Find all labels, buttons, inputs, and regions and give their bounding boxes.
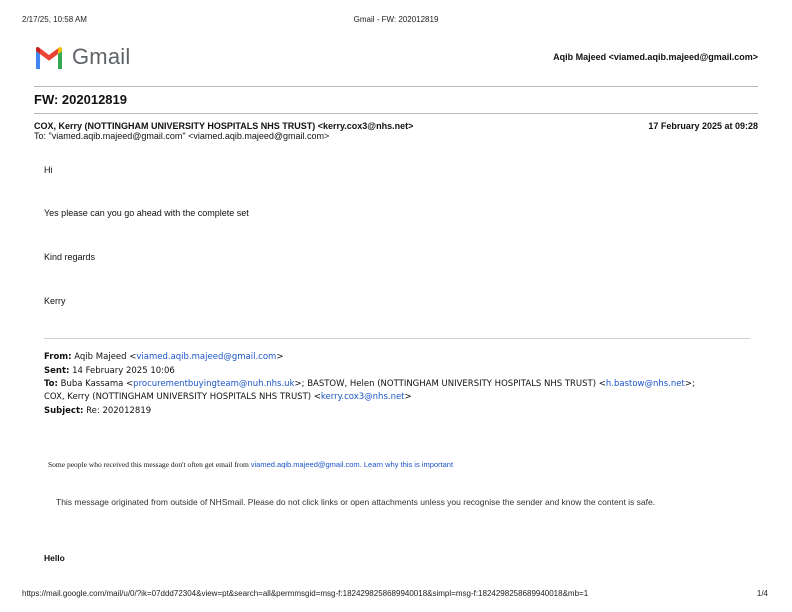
- external-warning: This message originated from outside of NHSmail. Please do not click links or open attachments unless you recognise the sender and know the content is safe.: [56, 497, 656, 507]
- print-datetime: 2/17/25, 10:58 AM: [22, 15, 87, 24]
- quoted-subject-label: Subject:: [44, 406, 84, 416]
- sender-notice: [48, 460, 453, 469]
- gmail-logo-text: Gmail: [72, 44, 131, 69]
- print-title: Gmail - FW: 202012819: [353, 15, 439, 24]
- divider: [34, 113, 758, 114]
- quoted-to-name: COX, Kerry (NOTTINGHAM UNIVERSITY HOSPITALS NHS TRUST) <: [44, 392, 321, 402]
- body-line: Yes please can you go ahead with the complete set: [44, 208, 249, 218]
- quoted-from-name: Aqib Majeed <: [71, 352, 137, 362]
- print-page-number: 1/4: [756, 589, 768, 598]
- quoted-to-name: >; BASTOW, Helen (NOTTINGHAM UNIVERSITY HOSPITALS NHS TRUST) <: [294, 379, 606, 389]
- quoted-to-email-link[interactable]: kerry.cox3@nhs.net: [320, 392, 405, 402]
- quoted-to-name: Buba Kassama <: [57, 379, 134, 389]
- email-date: 17 February 2025 at 09:28: [648, 121, 758, 131]
- quoted-to-line1: [44, 379, 695, 389]
- quoted-sent-value: 14 February 2025 10:06: [69, 366, 175, 376]
- quoted-to-label: To:: [44, 379, 58, 389]
- quoted-from-label: From:: [44, 352, 72, 362]
- email-from: COX, Kerry (NOTTINGHAM UNIVERSITY HOSPITALS NHS TRUST) <kerry.cox3@nhs.net>: [34, 121, 414, 131]
- quoted-from: [44, 352, 283, 362]
- learn-why-link[interactable]: . Learn why this is important: [359, 460, 454, 469]
- sender-notice-text: Some people who received this message don't often get email from: [48, 460, 251, 469]
- email-to: To: "viamed.aqib.majeed@gmail.com" <viamed.aqib.majeed@gmail.com>: [34, 131, 330, 141]
- print-url: https://mail.google.com/mail/u/0/?ik=07ddd72304&view=pt&search=all&permmsgid=msg-f:1824298258689940018&simpl=msg-f:1824298258689940018&mb=1: [22, 589, 589, 598]
- quoted-subject-value: Re: 202012819: [83, 406, 152, 416]
- body-line: Kind regards: [44, 252, 96, 262]
- body-line: Hi: [44, 165, 53, 175]
- email-subject: FW: 202012819: [34, 92, 127, 107]
- gmail-logo-icon: [34, 46, 64, 69]
- gmail-logo: [34, 44, 130, 70]
- body-line: Kerry: [44, 296, 66, 306]
- quoted-to-email-link[interactable]: h.bastow@nhs.net: [605, 379, 685, 389]
- quoted-sent: [44, 366, 175, 376]
- quoted-from-email-link[interactable]: viamed.aqib.majeed@gmail.com: [136, 352, 277, 362]
- account-owner: Aqib Majeed <viamed.aqib.majeed@gmail.com>: [553, 52, 758, 62]
- quoted-bracket: >: [276, 352, 284, 362]
- quoted-subject: [44, 406, 151, 416]
- divider: [34, 86, 758, 87]
- quoted-sent-label: Sent:: [44, 366, 70, 376]
- quoted-to-line2: [44, 392, 412, 402]
- quoted-to-email-link[interactable]: procurementbuyingteam@nuh.nhs.uk: [133, 379, 295, 389]
- quoted-greeting: Hello: [44, 553, 65, 563]
- quoted-bracket: >;: [684, 379, 695, 389]
- quoted-bracket: >: [404, 392, 412, 402]
- sender-notice-email-link[interactable]: viamed.aqib.majeed@gmail.com: [250, 460, 360, 469]
- quote-divider: [44, 338, 750, 339]
